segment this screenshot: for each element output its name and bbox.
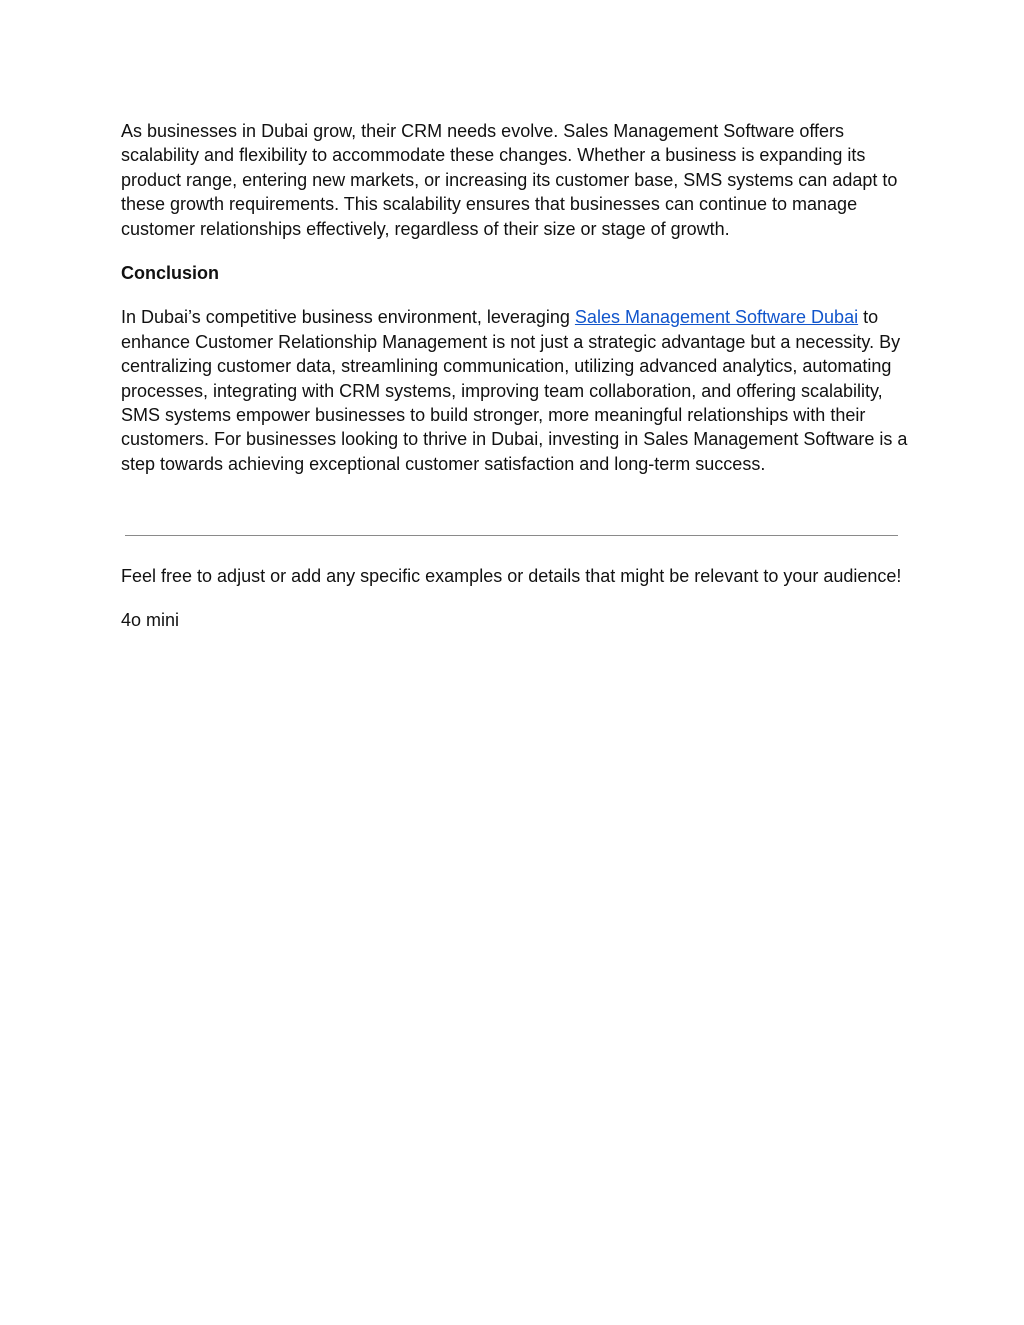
document-footer-content [121,564,911,633]
horizontal-rule [125,535,898,536]
paragraph-feel-free: Feel free to adjust or add any specific examples or details that might be relevant to your audience! [121,566,902,586]
conclusion-text-before-link: In Dubai’s competitive business environment, leveraging [121,307,575,328]
document-body [121,119,911,476]
heading-conclusion: Conclusion [121,263,219,284]
paragraph-conclusion [121,305,911,476]
paragraph-growth: As businesses in Dubai grow, their CRM needs evolve. Sales Management Software offers scalability and flexibility to accommodate these changes. Whether a business is expanding its product range, entering new markets, or increasing its customer base, SMS systems can adapt to these growth requirements. This scalability ensures that businesses can continue to manage customer relationships effectively, regardless of their size or stage of growth. [121,121,898,239]
model-label: 4o mini [121,610,180,631]
sales-management-software-link[interactable]: Sales Management Software Dubai [574,307,859,328]
conclusion-text-after-link: to enhance Customer Relationship Management is not just a strategic advantage but a necessity. By centralizing customer data, streamlining communication, utilizing advanced analytics, automating processes, integrating with CRM systems, improving team collaboration, and offering scalability, SMS systems empower businesses to build stronger, more meaningful relationships with their customers. For businesses looking to thrive in Dubai, investing in Sales Management Software is a step towards achieving exceptional customer satisfaction and long-term success. [121,307,908,474]
